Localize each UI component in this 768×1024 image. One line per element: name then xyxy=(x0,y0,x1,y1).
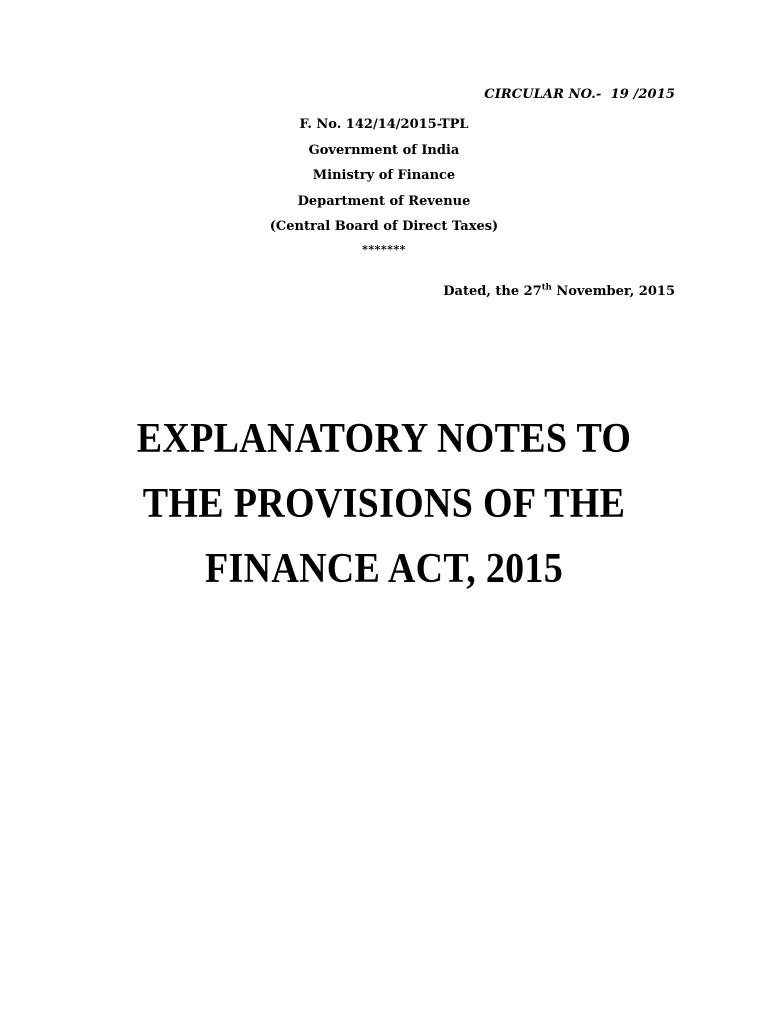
date-line xyxy=(443,284,675,299)
date-ordinal: th xyxy=(541,282,552,293)
title-line-1: EXPLANATORY NOTES TO xyxy=(136,414,632,462)
government-name: Government of India xyxy=(308,142,460,158)
document-title xyxy=(0,406,768,601)
circular-number: CIRCULAR NO.- 19 /2015 xyxy=(484,87,675,102)
date-prefix: Dated, the 27 xyxy=(443,284,542,299)
department-name: Department of Revenue xyxy=(297,193,471,209)
title-line-3: FINANCE ACT, 2015 xyxy=(204,544,564,592)
title-line-2: THE PROVISIONS OF THE xyxy=(142,479,626,527)
ministry-name: Ministry of Finance xyxy=(312,168,456,184)
date-rest: November, 2015 xyxy=(551,284,675,299)
board-name: (Central Board of Direct Taxes) xyxy=(269,219,499,235)
file-number: F. No. 142/14/2015-TPL xyxy=(299,117,469,132)
document-header xyxy=(0,112,768,260)
separator-stars: ******* xyxy=(362,242,406,256)
